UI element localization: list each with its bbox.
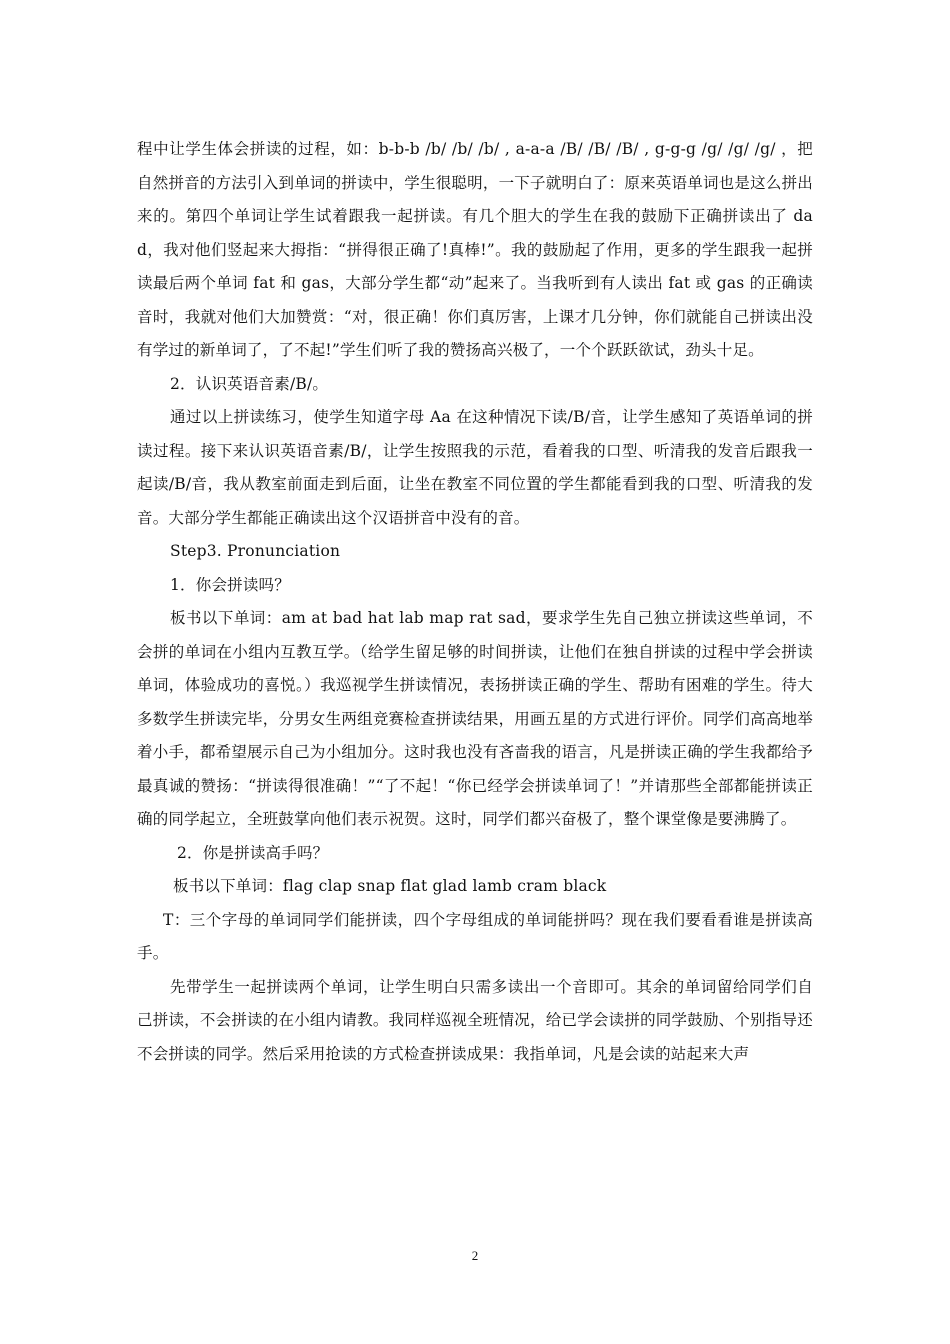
page-number: 2 [471, 1248, 479, 1263]
paragraph-spelling-words: 板书以下单词：am at bad hat lab map rat sad，要求学生先自己独立拼读这些单词，不会拼的单词在小组内互教互学。（给学生留足够的时间拼读，让他们在独自拼读的过程中学会拼读单词，体验成功的喜悦。）我巡视学生拼读情况，表扬拼读正确的学生、帮助有困难的学生。待大多数学生拼读完毕，分男女生两组竞赛检查拼读结果，用画五星的方式进行评价。同学们高高地举着小手，都希望展示自己为小组加分。这时我也没有吝啬我的语言，凡是拼读正确的学生我都给予最真诚的赞扬：“拼读得很准确！”“了不起！“你已经学会拼读单词了！”并请那些全部都能拼读正确的同学起立，全班鼓掌向他们表示祝贺。这时，同学们都兴奋极了，整个课堂像是要沸腾了。 [137, 609, 813, 828]
paragraph-phoneme-practice: 通过以上拼读练习，使学生知道字母 Aa 在这种情况下读/B/音，让学生感知了英语单词的拼读过程。接下来认识英语音素/B/，让学生按照我的示范，看着我的口型、听清我的发音后跟我一起读/B/音，我从教室前面走到后面，让坐在教室不同位置的学生都能看到我的口型、听清我的发音。大部分学生都能正确读出这个汉语拼音中没有的音。 [137, 408, 813, 527]
paragraph-teacher-prompt: T：三个字母的单词同学们能拼读，四个字母组成的单词能拼吗？现在我们要看看谁是拼读高手。 [137, 910, 813, 962]
step-heading-pronunciation: Step3. Pronunciation [170, 542, 341, 560]
paragraph-board-words: 板书以下单词：flag clap snap flat glad lamb cram black [173, 877, 607, 895]
paragraph-final: 先带学生一起拼读两个单词，让学生明白只需多读出一个音即可。其余的单词留给同学们自己拼读，不会拼读的在小组内请教。我同样巡视全班情况，给已学会读拼的同学鼓励、个别指导还不会拼读的同学。然后采用抢读的方式检查拼读成果：我指单词，凡是会读的站起来大声 [137, 977, 813, 1063]
section-heading-phoneme: 2．认识英语音素/B/。 [170, 374, 329, 393]
paragraph-continuation: 程中让学生体会拼读的过程，如：b-b-b /b/ /b/ /b/ , a-a-a /B/ /B/ /B/ , g-g-g /g/ /g/ /g/ ，把自然拼音的方法引入到单词的拼读中，学生很聪明，一下子就明白了：原来英语单词也是这么拼出来的。第四个单词让学生试着跟我一起拼读。有几个胆大的学生在我的鼓励下正确拼读出了 dad，我对他们竖起来大拇指：“拼得很正确了!真棒!”。我的鼓励起了作用，更多的学生跟我一起拼读最后两个单词 fat 和 gas，大部分学生都“动”起来了。当我听到有人读出 fat 或 gas 的正确读音时，我就对他们大加赞赏：“对，很正确！你们真厉害，上课才几分钟，你们就能自己拼读出没有学过的新单词了，了不起!”学生们听了我的赞扬高兴极了，一个个跃跃欲试，劲头十足。 [137, 140, 813, 359]
document-body [137, 133, 813, 1071]
subheading-spelling-master: 2．你是拼读高手吗？ [177, 843, 329, 862]
subheading-can-you-spell: 1．你会拼读吗？ [170, 575, 290, 594]
